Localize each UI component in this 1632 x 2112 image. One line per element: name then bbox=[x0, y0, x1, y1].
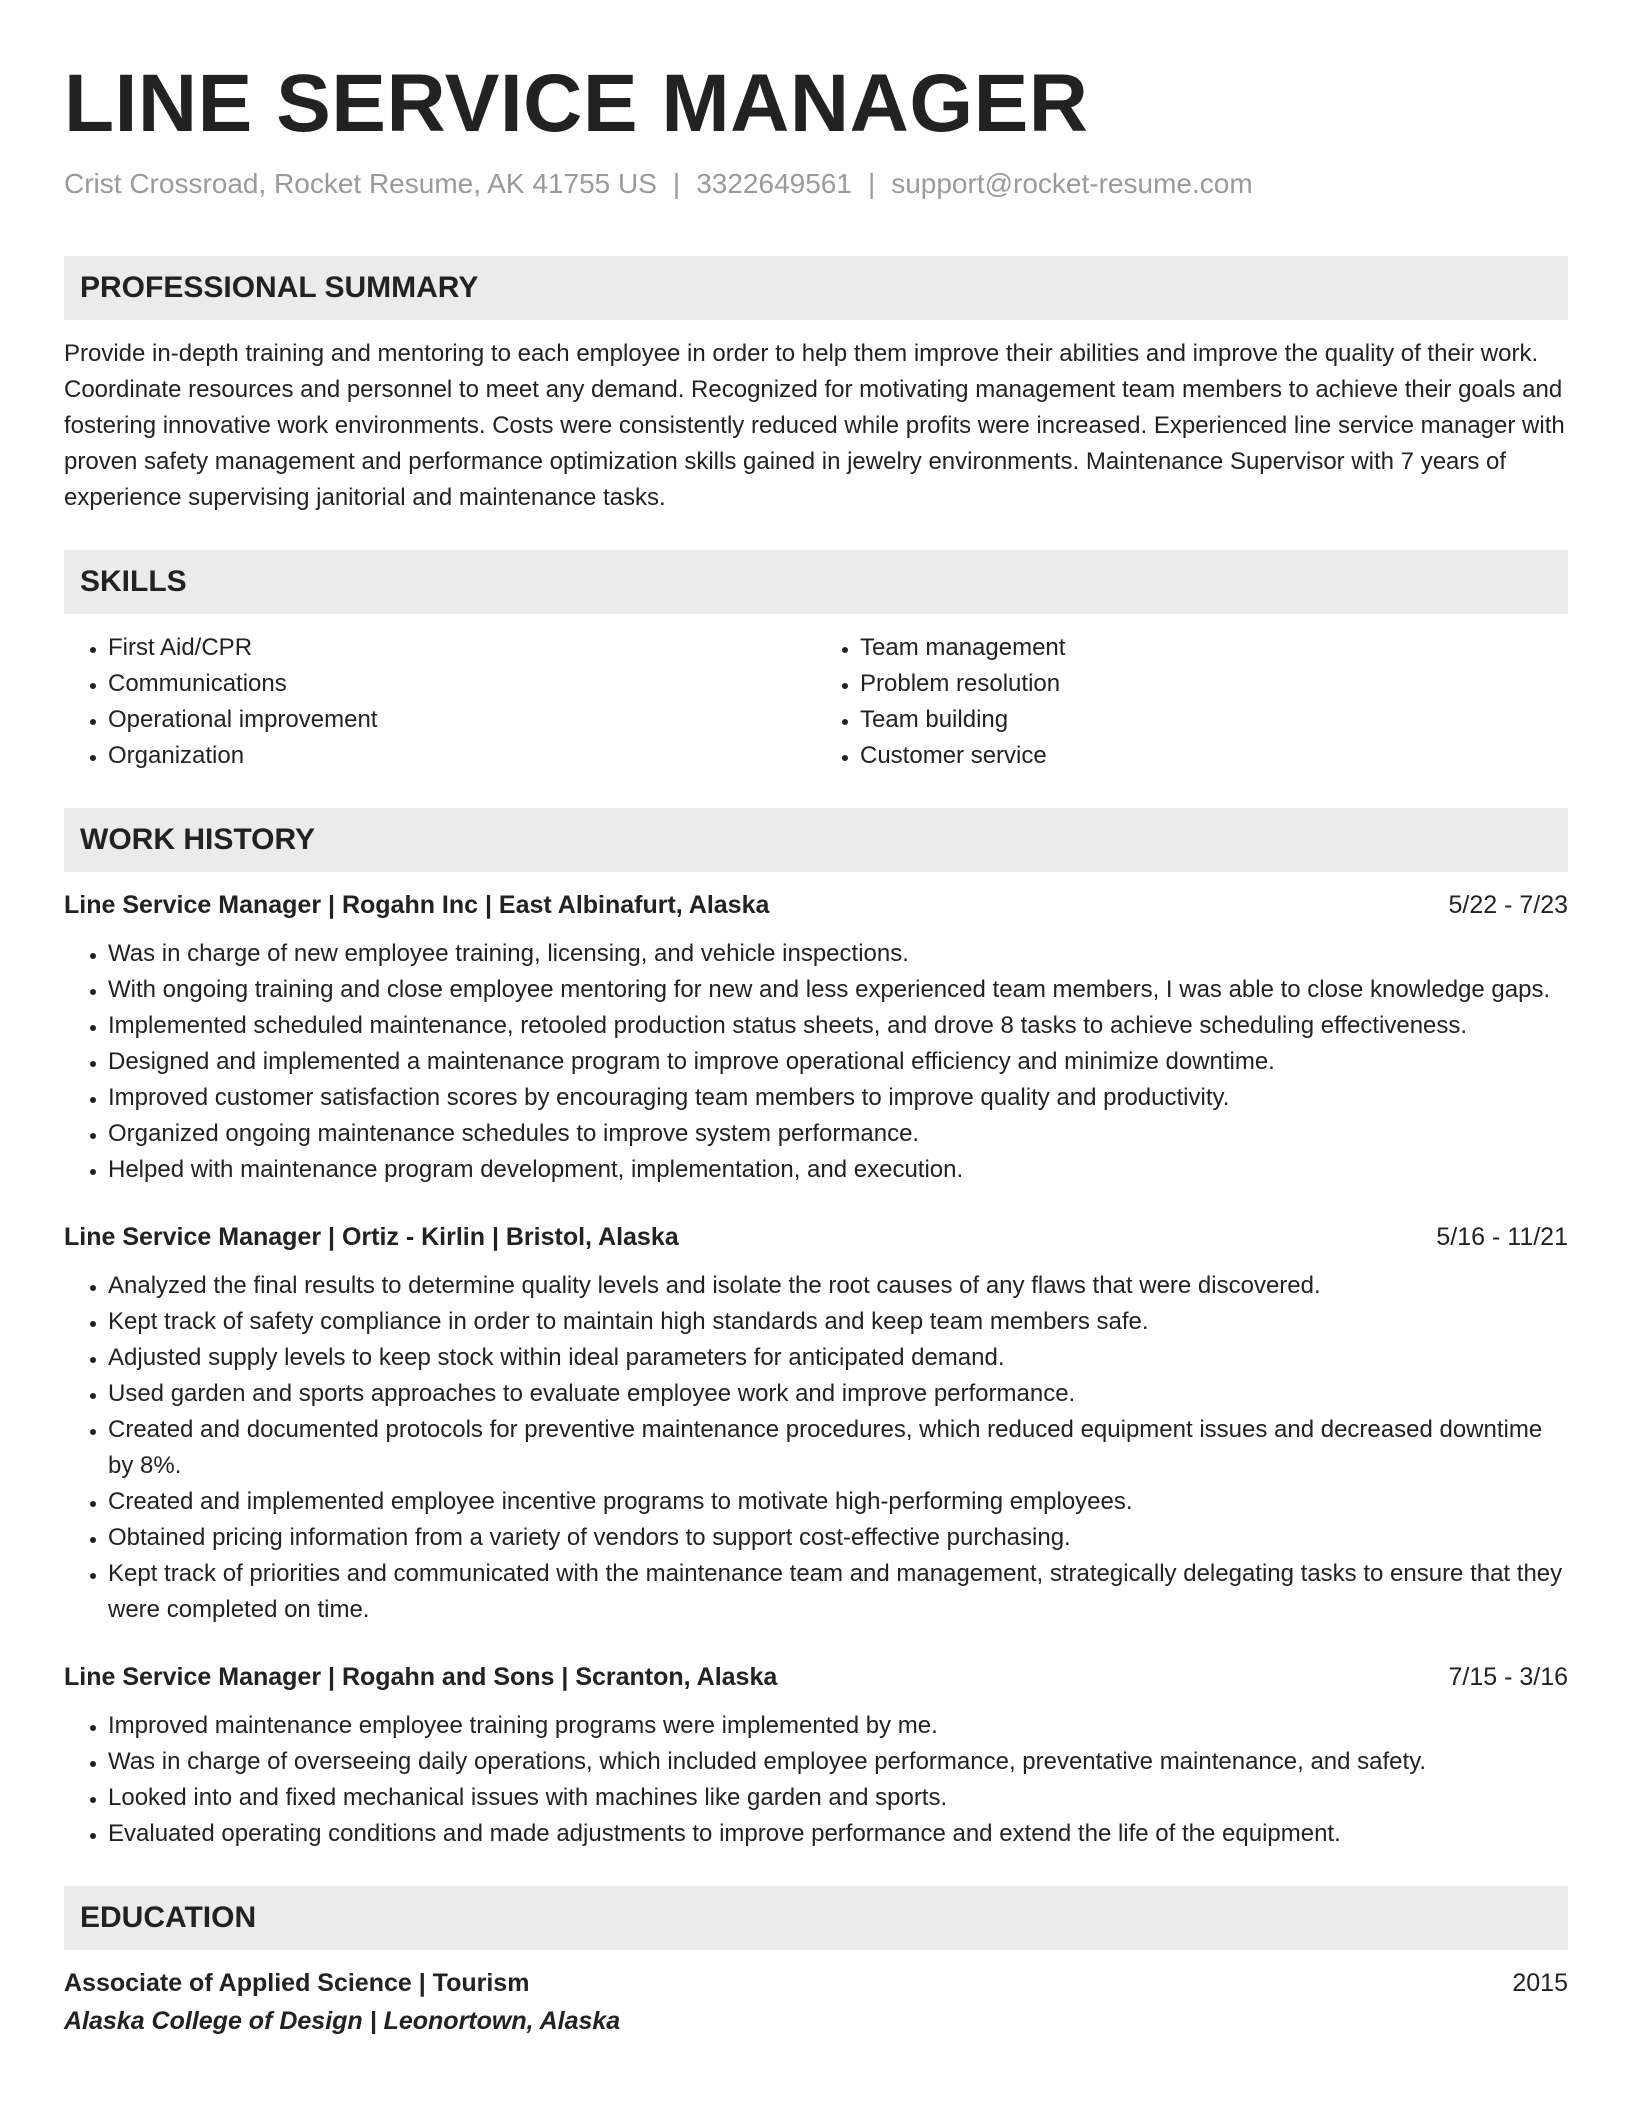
skill-item: • Customer service bbox=[860, 738, 1568, 774]
skill-item: • Operational improvement bbox=[108, 702, 816, 738]
education-year: 2015 bbox=[1512, 1969, 1568, 1997]
job-bullet: • Organized ongoing maintenance schedules to improve system performance. bbox=[108, 1116, 1568, 1152]
job-bullet: • Obtained pricing information from a variety of vendors to support cost-effective purchasing. bbox=[108, 1520, 1568, 1556]
job-bullet: • Implemented scheduled maintenance, retooled production status sheets, and drove 8 tasks to achieve scheduling effectiveness. bbox=[108, 1008, 1568, 1044]
education-entry bbox=[64, 1964, 1568, 2040]
job-bullet: • Created and implemented employee incentive programs to motivate high-performing employees. bbox=[108, 1484, 1568, 1520]
skill-item: • Organization bbox=[108, 738, 816, 774]
contact-phone: 3322649561 bbox=[696, 168, 852, 199]
education-header bbox=[64, 1964, 1568, 2002]
job-bullet: • Analyzed the final results to determine quality levels and isolate the root causes of any flaws that were discovered. bbox=[108, 1268, 1568, 1304]
job-title: Line Service Manager | Ortiz - Kirlin | Bristol, Alaska bbox=[64, 1223, 679, 1251]
job-bullet: • Adjusted supply levels to keep stock within ideal parameters for anticipated demand. bbox=[108, 1340, 1568, 1376]
contact-separator: | bbox=[672, 168, 681, 199]
education-school: Alaska College of Design | Leonortown, Alaska bbox=[64, 2007, 621, 2035]
job-bullet: • Used garden and sports approaches to evaluate employee work and improve performance. bbox=[108, 1376, 1568, 1412]
job-bullet: • Improved maintenance employee training programs were implemented by me. bbox=[108, 1708, 1568, 1744]
section-heading-work-history: WORK HISTORY bbox=[64, 808, 1568, 872]
job-bullet: • Was in charge of new employee training, licensing, and vehicle inspections. bbox=[108, 936, 1568, 972]
education-degree: Associate of Applied Science | Tourism bbox=[64, 1969, 530, 1997]
job-dates: 5/22 - 7/23 bbox=[1448, 891, 1568, 919]
job-dates: 7/15 - 3/16 bbox=[1448, 1663, 1568, 1691]
section-heading-summary: PROFESSIONAL SUMMARY bbox=[64, 256, 1568, 320]
job-bullet: • Was in charge of overseeing daily operations, which included employee performance, preventative maintenance, and safety. bbox=[108, 1744, 1568, 1780]
summary-text: Provide in-depth training and mentoring to each employee in order to help them improve their abilities and improve the quality of their work. Coordinate resources and personnel to meet any demand. Recognized for motivating management team members to achieve their goals and fostering innovative work environments. Costs were consistently reduced while profits were increased. Experienced line service manager with proven safety management and performance optimization skills gained in jewelry environments. Maintenance Supervisor with 7 years of experience supervising janitorial and maintenance tasks. bbox=[64, 340, 1565, 511]
job-bullet: • Improved customer satisfaction scores by encouraging team members to improve quality and productivity. bbox=[108, 1080, 1568, 1116]
job-dates: 5/16 - 11/21 bbox=[1436, 1223, 1568, 1251]
contact-separator: | bbox=[867, 168, 876, 199]
resume-name: LINE SERVICE MANAGER bbox=[64, 58, 1089, 149]
job-title: Line Service Manager | Rogahn and Sons | Scranton, Alaska bbox=[64, 1663, 778, 1691]
section-heading-education: EDUCATION bbox=[64, 1886, 1568, 1950]
skill-item: • Team building bbox=[860, 702, 1568, 738]
job-bullet: • Created and documented protocols for preventive maintenance procedures, which reduced equipment issues and decreased downtime by 8%. bbox=[108, 1412, 1568, 1484]
job-bullet: • Helped with maintenance program development, implementation, and execution. bbox=[108, 1152, 1568, 1188]
skill-item: • Problem resolution bbox=[860, 666, 1568, 702]
job-bullet: • Kept track of priorities and communicated with the maintenance team and management, strategically delegating tasks to ensure that they were completed on time. bbox=[108, 1556, 1568, 1628]
contact-line bbox=[64, 166, 1568, 202]
skills-column-left bbox=[64, 630, 816, 774]
job-entry bbox=[64, 886, 1568, 1188]
skills-column-right bbox=[816, 630, 1568, 774]
job-bullets bbox=[64, 936, 1568, 1188]
job-bullet: • Evaluated operating conditions and made adjustments to improve performance and extend the life of the equipment. bbox=[108, 1816, 1568, 1852]
skill-item: • Team management bbox=[860, 630, 1568, 666]
contact-address: Crist Crossroad, Rocket Resume, AK 41755 US bbox=[64, 168, 657, 199]
job-bullet: • Kept track of safety compliance in order to maintain high standards and keep team members safe. bbox=[108, 1304, 1568, 1340]
job-header bbox=[64, 1658, 1568, 1696]
contact-email[interactable]: support@rocket-resume.com bbox=[891, 168, 1253, 199]
skill-item: • Communications bbox=[108, 666, 816, 702]
skills-list bbox=[64, 630, 1568, 774]
section-heading-skills: SKILLS bbox=[64, 550, 1568, 614]
job-bullet: • Designed and implemented a maintenance program to improve operational efficiency and minimize downtime. bbox=[108, 1044, 1568, 1080]
skill-item: • First Aid/CPR bbox=[108, 630, 816, 666]
job-bullet: • With ongoing training and close employee mentoring for new and less experienced team members, I was able to close knowledge gaps. bbox=[108, 972, 1568, 1008]
job-entry bbox=[64, 1658, 1568, 1852]
job-entry bbox=[64, 1218, 1568, 1628]
job-header bbox=[64, 1218, 1568, 1256]
job-bullets bbox=[64, 1268, 1568, 1628]
job-bullets bbox=[64, 1708, 1568, 1852]
job-bullet: • Looked into and fixed mechanical issues with machines like garden and sports. bbox=[108, 1780, 1568, 1816]
job-title: Line Service Manager | Rogahn Inc | East Albinafurt, Alaska bbox=[64, 891, 770, 919]
job-header bbox=[64, 886, 1568, 924]
